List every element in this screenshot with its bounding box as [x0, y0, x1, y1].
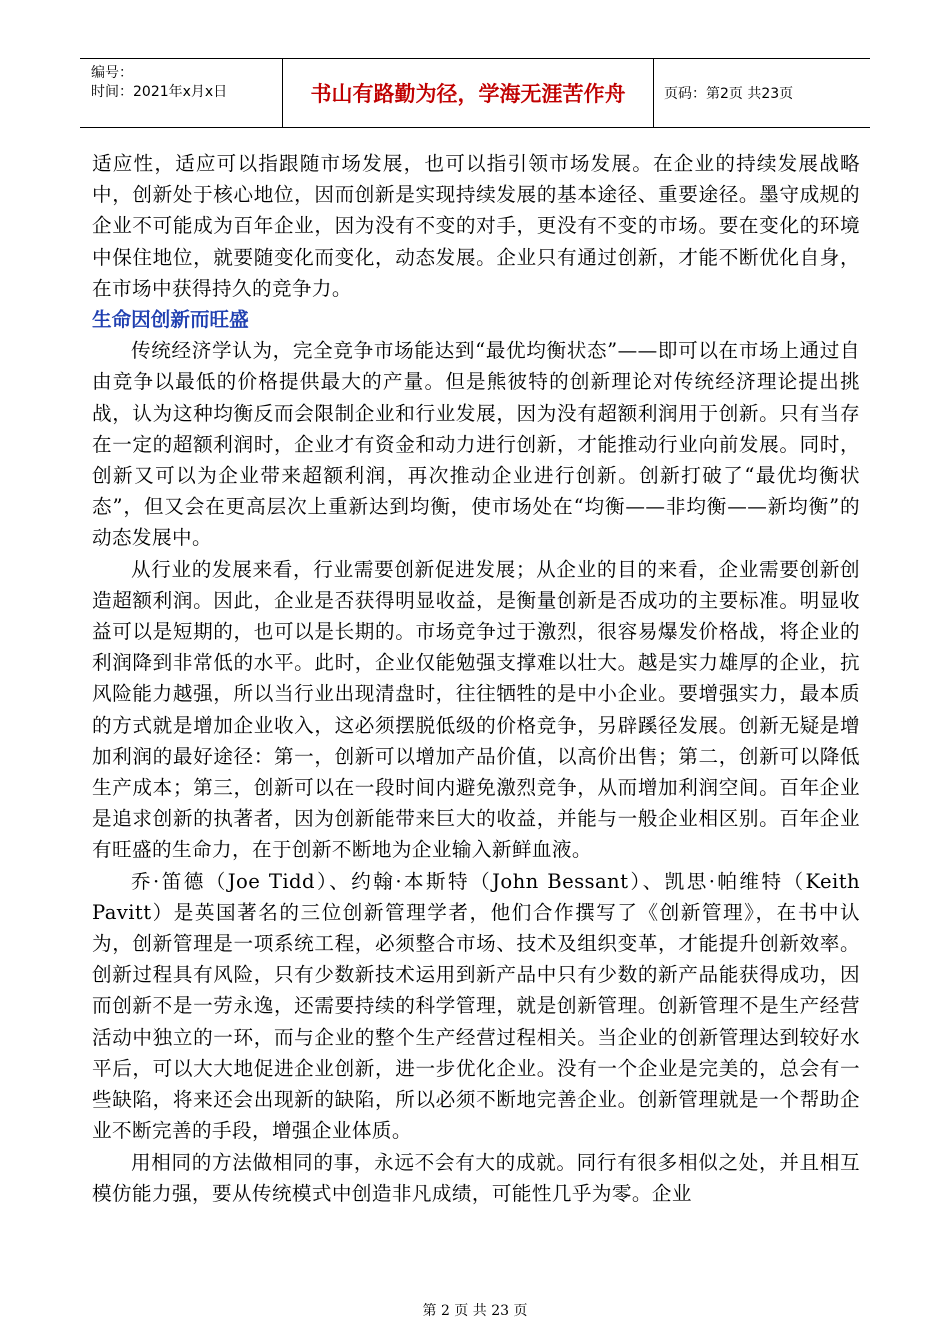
section-heading: 生命因创新而旺盛: [92, 308, 249, 332]
page-footer: 第 2 页 共 23 页: [422, 1303, 528, 1319]
paragraph: 适应性，适应可以指跟随市场发展，也可以指引领市场发展。在企业的持续发展战略中，创新处于核心地位，因而创新是实现持续发展的基本途径、重要途径。墨守成规的企业不可能成为百年企业，因为没有不变的对手，更没有不变的市场。要在变化的环境中保住地位，就要随变化而变化，动态发展。企业只有通过创新，才能不断优化自身，在市场中获得持久的竞争力。: [92, 152, 860, 300]
paragraph: 用相同的方法做相同的事，永远不会有大的成就。同行有很多相似之处，并且相互模仿能力强，要从传统模式中创造非凡成绩，可能性几乎为零。企业: [92, 1150, 860, 1205]
document-body: [92, 148, 860, 1209]
header-motto: 书山有路勤为径，学海无涯苦作舟: [282, 59, 654, 127]
header-meta: [80, 59, 282, 127]
header-page-code: 页码：第2页 共23页: [664, 86, 794, 102]
document-date: 时间：2021年x月x日: [91, 84, 228, 100]
page-header: [80, 58, 870, 128]
paragraph: 乔·笛德（Joe Tidd）、约翰·本斯特（John Bessant）、凯思·帕维特（Keith Pavitt）是英国著名的三位创新管理学者，他们合作撰写了《创新管理》，在书中认为，创新管理是一项系统工程，必须整合市场、技术及组织变革，才能提升创新效率。创新过程具有风险，只有少数新技术运用到新产品中只有少数的新产品能获得成功，因而创新不是一劳永逸，还需要持续的科学管理，就是创新管理。创新管理不是生产经营活动中独立的一环，而与企业的整个生产经营过程相关。当企业的创新管理达到较好水平后，可以大大地促进企业创新，进一步优化企业。没有一个企业是完美的，总会有一些缺陷，将来还会出现新的缺陷，所以必须不断地完善企业。创新管理就是一个帮助企业不断完善的手段，增强企业体质。: [92, 869, 860, 1143]
paragraph: 从行业的发展来看，行业需要创新促进发展；从企业的目的来看，企业需要创新创造超额利润。因此，企业是否获得明显收益，是衡量创新是否成功的主要标准。明显收益可以是短期的，也可以是长期的。市场竞争过于激烈，很容易爆发价格战，将企业的利润降到非常低的水平。此时，企业仅能勉强支撑难以壮大。越是实力雄厚的企业，抗风险能力越强，所以当行业出现清盘时，往往牺牲的是中小企业。要增强实力，最本质的方式就是增加企业收入，这必须摆脱低级的价格竞争，另辟蹊径发展。创新无疑是增加利润的最好途径：第一，创新可以增加产品价值，以高价出售；第二，创新可以降低生产成本；第三，创新可以在一段时间内避免激烈竞争，从而增加利润空间。百年企业是追求创新的执著者，因为创新能带来巨大的收益，并能与一般企业相区别。百年企业有旺盛的生命力，在于创新不断地为企业输入新鲜血液。: [92, 557, 860, 862]
paragraph: 传统经济学认为，完全竞争市场能达到“最优均衡状态”——即可以在市场上通过自由竞争以最低的价格提供最大的产量。但是熊彼特的创新理论对传统经济理论提出挑战，认为这种均衡反而会限制企业和行业发展，因为没有超额利润用于创新。只有当存在一定的超额利润时，企业才有资金和动力进行创新，才能推动行业向前发展。同时，创新又可以为企业带来超额利润，再次推动企业进行创新。创新打破了“最优均衡状态”，但又会在更高层次上重新达到均衡，使市场处在“均衡——非均衡——新均衡”的动态发展中。: [92, 339, 860, 550]
document-number-label: 编号：: [91, 65, 133, 81]
